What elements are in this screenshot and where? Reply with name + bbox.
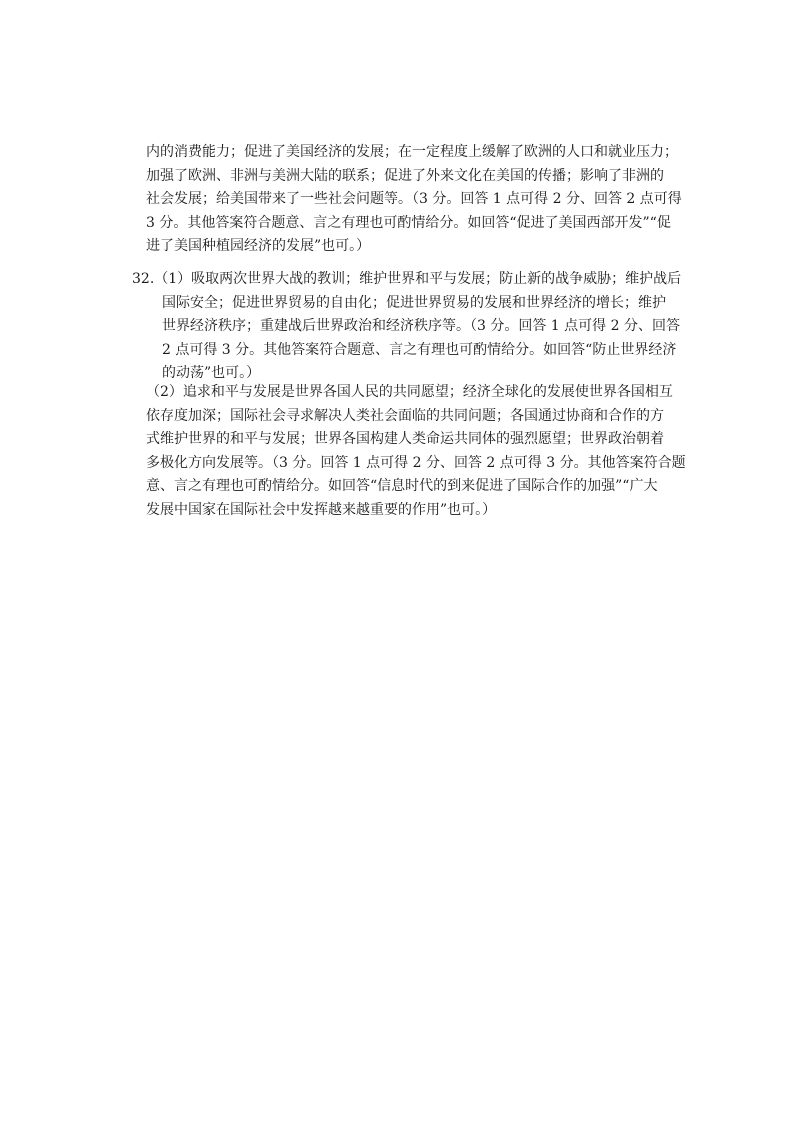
text-line: 加强了欧洲、非洲与美洲大陆的联系；促进了外来文化在美国的传播；影响了非洲的: [146, 167, 664, 184]
text-line: 意、言之有理也可酌情给分。如回答“信息时代的到来促进了国际合作的加强”“广大: [146, 478, 658, 494]
text-line: （2）追求和平与发展是世界各国人民的共同愿望；经济全球化的发展使世界各国相互: [146, 384, 673, 400]
text-line: 2 点可得 3 分。其他答案符合题意、言之有理也可酌情给分。如回答“防止世界经济: [162, 341, 677, 358]
text-line: 国际安全；促进世界贸易的自由化；促进世界贸易的发展和世界经济的增长；维护: [162, 294, 666, 311]
text-line: 式维护世界的和平与发展；世界各国构建人类命运共同体的强烈愿望；世界政治朝着: [146, 431, 664, 447]
question-32-part-1-answer: [132, 268, 681, 386]
text-line: 内的消费能力；促进了美国经济的发展；在一定程度上缓解了欧洲的人口和就业压力；: [146, 144, 678, 160]
text-line: 32.（1）吸取两次世界大战的教训；维护世界和平与发展；防止新的战争威胁；维护战后: [132, 271, 682, 287]
text-line: 发展中国家在国际社会中发挥越来越重要的作用”也可。）: [146, 501, 497, 518]
text-line: 的动荡”也可。）: [162, 365, 261, 381]
text-line: 依存度加深；国际社会寻求解决人类社会面临的共同问题；各国通过协商和合作的方: [146, 407, 664, 424]
text-line: 3 分。其他答案符合题意、言之有理也可酌情给分。如回答“促进了美国西部开发”“促: [146, 214, 671, 231]
text-line: 进了美国种植园经济的发展”也可。）: [146, 238, 371, 254]
text-line: 多极化方向发展等。（3 分。回答 1 点可得 2 分、回答 2 点可得 3 分。其他答案符合题: [146, 454, 686, 471]
answer-continuation-paragraph: [146, 141, 682, 259]
text-line: 社会发展；给美国带来了一些社会问题等。（3 分。回答 1 点可得 2 分、回答 2 点可得: [146, 191, 682, 207]
question-32-part-2-answer: [146, 381, 686, 522]
text-line: 世界经济秩序；重建战后世界政治和经济秩序等。（3 分。回答 1 点可得 2 分、回答: [162, 318, 680, 334]
